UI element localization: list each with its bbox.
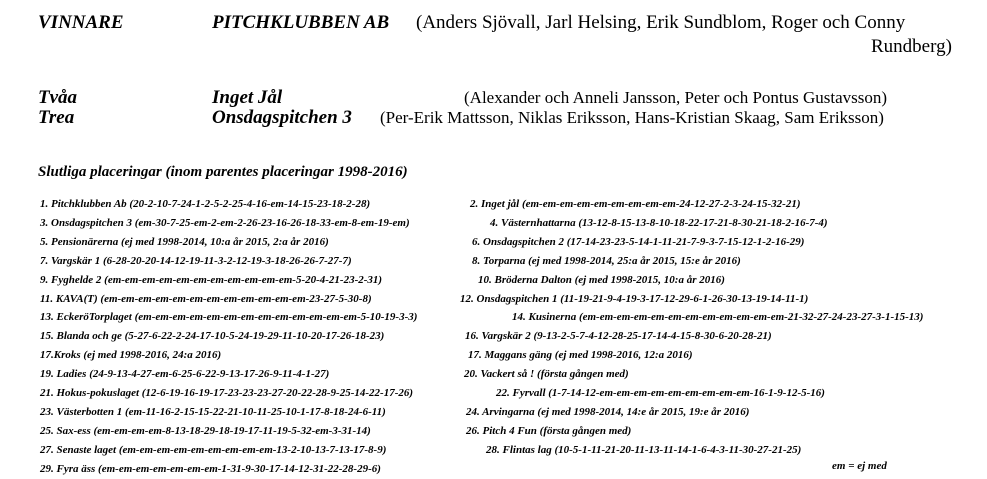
list-item: 28. Flintas lag (10-5-1-11-21-20-11-13-11-14-1-6-4-3-11-30-27-21-25) bbox=[486, 443, 802, 456]
standings-list bbox=[40, 195, 980, 435]
list-row bbox=[40, 290, 372, 309]
winner-team: PITCHKLUBBEN AB bbox=[212, 12, 390, 33]
list-row bbox=[40, 214, 410, 233]
list-row bbox=[40, 327, 384, 346]
second-label: Tvåa bbox=[38, 87, 78, 108]
list-row bbox=[472, 252, 741, 271]
list-item: 24. Arvingarna (ej med 1998-2014, 14:e år 2015, 19:e år 2016) bbox=[466, 405, 750, 418]
winner-members-line1: (Anders Sjövall, Jarl Helsing, Erik Sundblom, Roger och Conny bbox=[416, 12, 906, 33]
list-item: 19. Ladies (24-9-13-4-27-em-6-25-6-22-9-13-17-26-9-11-4-1-27) bbox=[40, 368, 330, 381]
list-item: 22. Fyrvall (1-7-14-12-em-em-em-em-em-em-em-em-em-16-1-9-12-5-16) bbox=[496, 387, 825, 399]
list-item: 29. Fyra äss (em-em-em-em-em-em-em-1-31-9-30-17-14-12-31-22-28-29-6) bbox=[40, 462, 381, 475]
list-row bbox=[40, 346, 221, 365]
list-row bbox=[478, 271, 725, 290]
list-item: 12. Onsdagspitchen 1 (11-19-21-9-4-19-3-17-12-29-6-1-26-30-13-19-14-11-1) bbox=[460, 292, 809, 305]
list-item: 6. Onsdagspitchen 2 (17-14-23-23-5-14-1-11-21-7-9-3-7-15-12-1-2-16-29) bbox=[472, 235, 805, 248]
list-row bbox=[468, 346, 693, 365]
list-row bbox=[40, 233, 329, 252]
list-row bbox=[40, 365, 329, 384]
winner-members-line2: Rundberg) bbox=[871, 36, 952, 57]
legend: em = ej med bbox=[832, 459, 887, 472]
list-item: 2. Inget jål (em-em-em-em-em-em-em-em-em-24-12-27-2-3-24-15-32-21) bbox=[470, 198, 801, 210]
list-item: 5. Pensionärerna (ej med 1998-2014, 10:a år 2015, 2:a år 2016) bbox=[40, 235, 329, 248]
list-item: 25. Sax-ess (em-em-em-em-8-13-18-29-18-19-17-11-19-5-32-em-3-31-14) bbox=[40, 424, 371, 437]
list-row bbox=[465, 327, 772, 346]
list-item: 10. Bröderna Dalton (ej med 1998-2015, 10:a år 2016) bbox=[478, 273, 725, 286]
list-item: 3. Onsdagspitchen 3 (em-30-7-25-em-2-em-2-26-23-16-26-18-33-em-8-em-19-em) bbox=[40, 216, 410, 229]
third-team: Onsdagspitchen 3 bbox=[212, 107, 352, 128]
list-row bbox=[486, 441, 801, 460]
list-item: 11. KAVA(T) (em-em-em-em-em-em-em-em-em-em-em-em-23-27-5-30-8) bbox=[40, 292, 372, 305]
list-row bbox=[40, 271, 382, 290]
list-item: 15. Blanda och ge (5-27-6-22-2-24-17-10-5-24-19-29-11-10-20-17-26-18-23) bbox=[40, 330, 385, 343]
list-row bbox=[40, 195, 370, 214]
list-item: 26. Pitch 4 Fun (första gången med) bbox=[466, 424, 632, 437]
list-item: 9. Fyghelde 2 (em-em-em-em-em-em-em-em-em-em-em-5-20-4-21-23-2-31) bbox=[40, 273, 383, 286]
list-row bbox=[40, 422, 371, 441]
list-row bbox=[512, 308, 923, 327]
list-item: 4. Västernhattarna (13-12-8-15-13-8-10-18-22-17-21-8-30-21-18-2-16-7-4) bbox=[490, 216, 828, 229]
list-row bbox=[40, 441, 386, 460]
second-members: (Alexander och Anneli Jansson, Peter och Pontus Gustavsson) bbox=[464, 88, 888, 107]
list-row bbox=[40, 460, 381, 479]
list-item: 27. Senaste laget (em-em-em-em-em-em-em-em-em-13-2-10-13-7-13-17-8-9) bbox=[40, 443, 387, 456]
winner-label: VINNARE bbox=[38, 12, 124, 33]
list-row bbox=[40, 252, 352, 271]
list-item: 1. Pitchklubben Ab (20-2-10-7-24-1-2-5-2-25-4-16-em-14-15-23-18-2-28) bbox=[40, 198, 371, 210]
list-row bbox=[490, 214, 828, 233]
list-item: 17. Maggans gäng (ej med 1998-2016, 12:a 2016) bbox=[468, 349, 693, 362]
list-item: 7. Vargskär 1 (6-28-20-20-14-12-19-11-3-2-12-19-3-18-26-26-7-27-7) bbox=[40, 254, 352, 267]
third-label: Trea bbox=[38, 107, 75, 128]
list-row bbox=[40, 384, 413, 403]
second-team: Inget Jål bbox=[212, 87, 283, 108]
list-row bbox=[470, 195, 801, 214]
list-row bbox=[460, 290, 808, 309]
list-item: 17.Kroks (ej med 1998-2016, 24:a 2016) bbox=[40, 349, 222, 362]
list-row bbox=[496, 384, 825, 403]
list-row bbox=[466, 422, 631, 441]
list-row bbox=[40, 308, 417, 327]
list-item: 14. Kusinerna (em-em-em-em-em-em-em-em-em-em-em-em-21-32-27-24-23-27-3-1-15-13) bbox=[512, 311, 924, 324]
list-row bbox=[464, 365, 629, 384]
list-item: 16. Vargskär 2 (9-13-2-5-7-4-12-28-25-17-14-4-15-8-30-6-20-28-21) bbox=[465, 330, 772, 343]
list-item: 20. Vackert så ! (första gången med) bbox=[464, 368, 629, 381]
list-row bbox=[472, 233, 804, 252]
list-item: 23. Västerbotten 1 (em-11-16-2-15-15-22-21-10-11-25-10-1-17-8-18-24-6-11) bbox=[40, 405, 386, 418]
list-item: 13. EckeröTorplaget (em-em-em-em-em-em-em-em-em-em-em-em-em-5-10-19-3-3) bbox=[40, 311, 418, 324]
list-row bbox=[40, 403, 386, 422]
third-members: (Per-Erik Mattsson, Niklas Eriksson, Hans-Kristian Skaag, Sam Eriksson) bbox=[380, 108, 884, 127]
list-row bbox=[466, 403, 749, 422]
list-item: 8. Torparna (ej med 1998-2014, 25:a år 2015, 15:e år 2016) bbox=[472, 254, 741, 267]
standings-heading: Slutliga placeringar (inom parentes placeringar 1998-2016) bbox=[38, 164, 408, 180]
list-item: 21. Hokus-pokuslaget (12-6-19-16-19-17-23-23-23-27-20-22-28-9-25-14-22-17-26) bbox=[40, 387, 414, 399]
